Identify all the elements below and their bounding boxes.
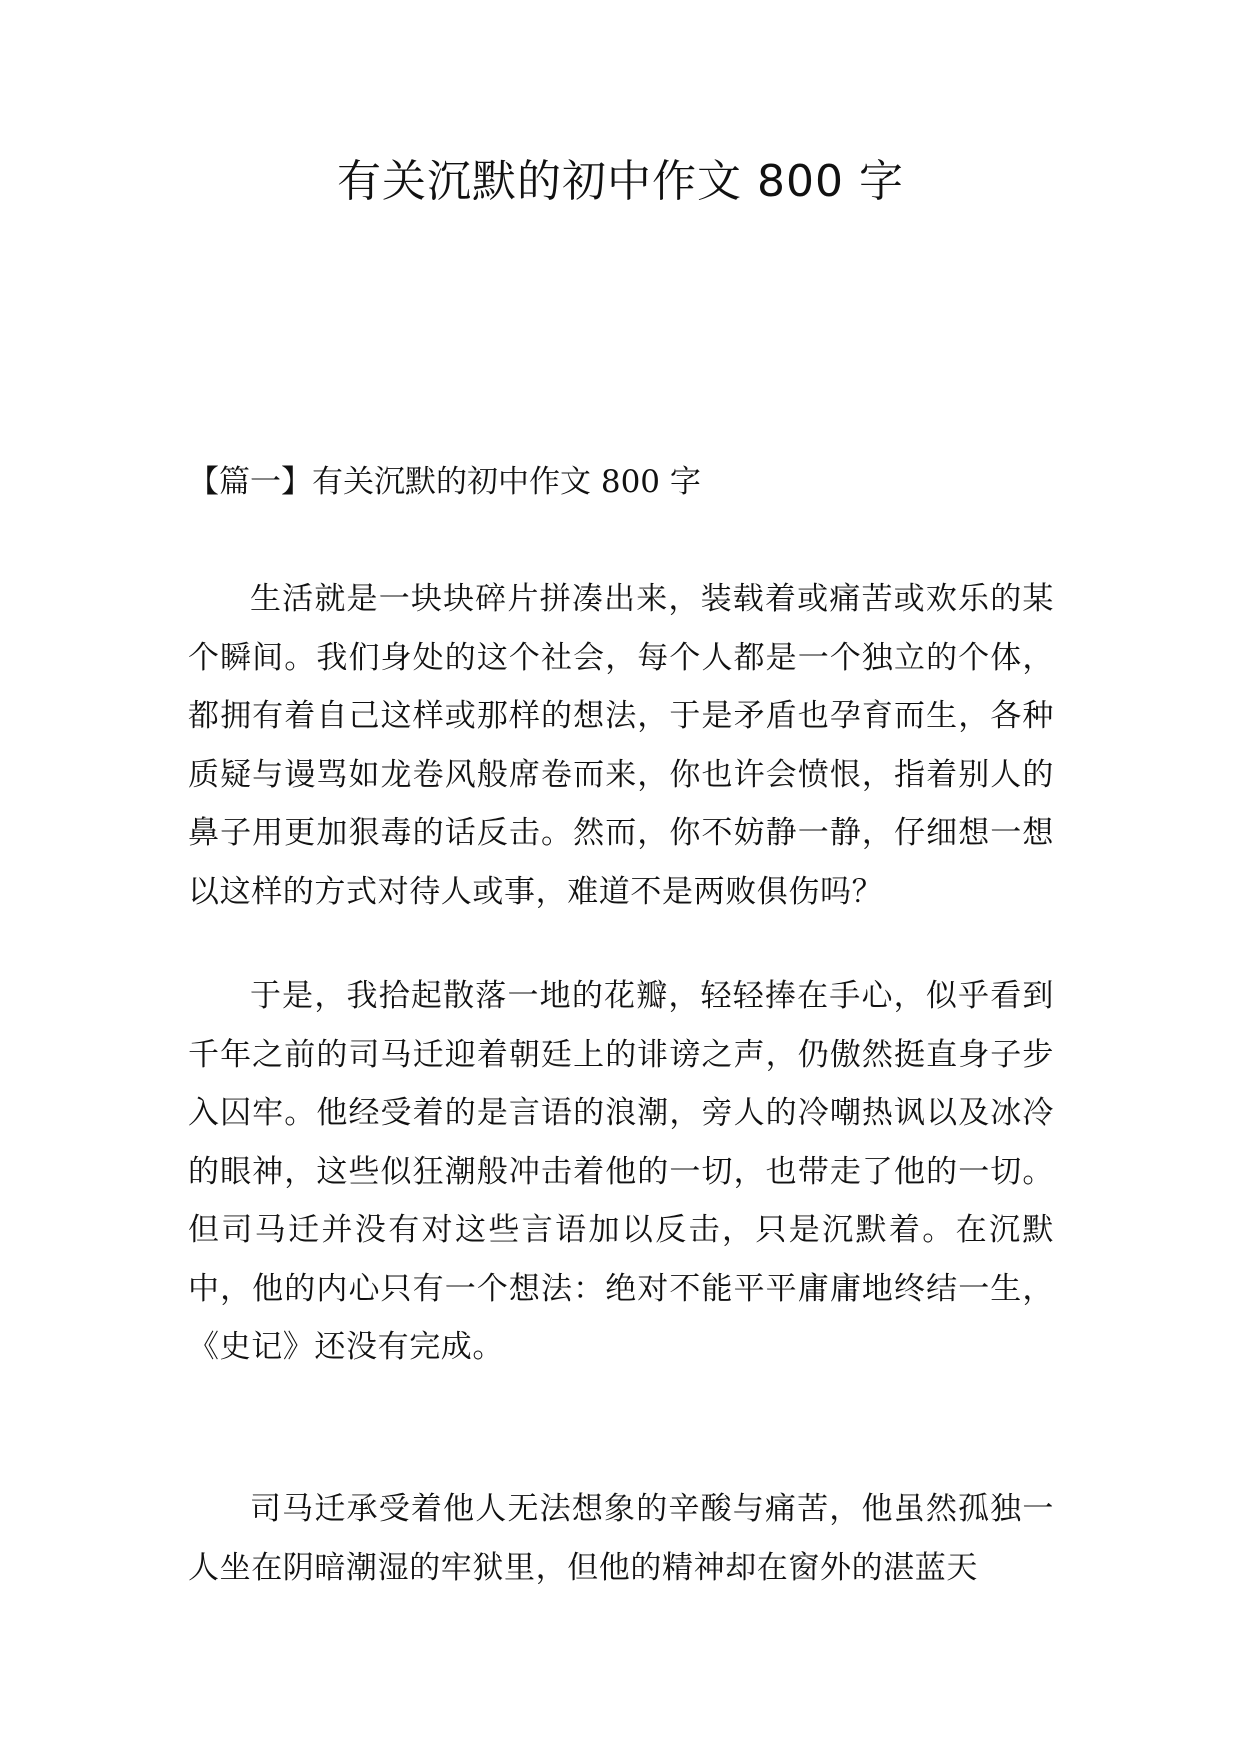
paragraph-text: 于是，我拾起散落一地的花瓣，轻轻捧在手心，似乎看到千年之前的司马迁迎着朝廷上的诽谤之声，仍傲然挺直身子步入囚牢。他经受着的是言语的浪潮，旁人的冷嘲热讽以及冰冷的眼神，这些似狂潮般冲击着他的一切，也带走了他的一切。但司马迁并没有对这些言语加以反击，只是沉默着。在沉默中，他的内心只有一个想法：绝对不能平平庸庸地终结一生，《史记》还没有完成。 — [188, 978, 1054, 1365]
paragraph-text: 司马迁承受着他人无法想象的辛酸与痛苦，他虽然孤独一人坐在阴暗潮湿的牢狱里，但他的精神却在窗外的湛蓝天 — [188, 1491, 1054, 1586]
section-heading: 【篇一】有关沉默的初中作文 800 字 — [188, 464, 701, 500]
paragraph-1 — [188, 570, 1054, 921]
document-title: 有关沉默的初中作文 800 字 — [337, 156, 904, 207]
paragraph-3 — [188, 1480, 1054, 1597]
paragraph-2 — [188, 967, 1054, 1377]
paragraph-text: 生活就是一块块碎片拼凑出来，装载着或痛苦或欢乐的某个瞬间。我们身处的这个社会，每个人都是一个独立的个体，都拥有着自己这样或那样的想法，于是矛盾也孕育而生，各种质疑与谩骂如龙卷风般席卷而来，你也许会愤恨，指着别人的鼻子用更加狠毒的话反击。然而，你不妨静一静，仔细想一想以这样的方式对待人或事，难道不是两败俱伤吗？ — [188, 581, 1054, 910]
